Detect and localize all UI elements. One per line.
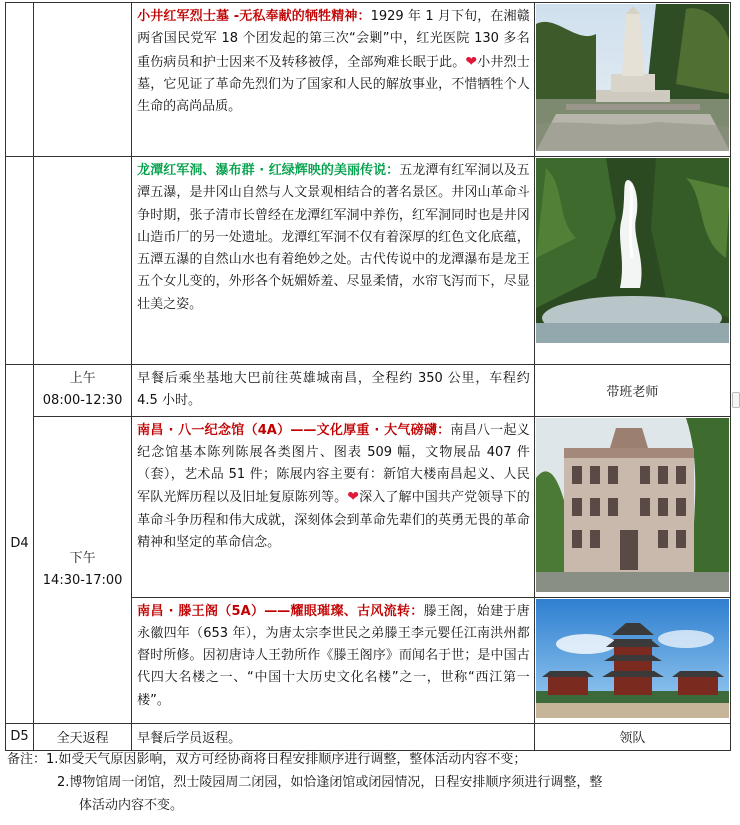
day-cell-empty: [6, 3, 34, 157]
d5-guide: 领队: [619, 731, 646, 747]
row-d4-morning: [6, 365, 731, 417]
note-item-2-cont: 体活动内容不变。: [79, 798, 184, 813]
day-label-d4: D4: [10, 536, 29, 552]
row-martyrs-tomb: [6, 3, 731, 157]
day-label-d5: D5: [10, 729, 29, 745]
longtan-description: [132, 157, 534, 319]
pm-time-label: 下午: [69, 550, 96, 566]
notes-label: 备注：: [7, 752, 47, 767]
time-cell-empty: [34, 3, 132, 157]
note-item-2: 2.博物馆周一闭馆，烈士陵园周二闭园，如恰逢闭馆或闭园情况，日程安排顺序须进行调整，整: [57, 775, 603, 790]
itinerary-table: [5, 2, 731, 751]
tengwang-text: 滕王阁，始建于唐永徽四年（653 年），为唐太宗李世民之弟滕王李元婴任江南洪州都督时所修。因初唐诗人王勃所作《滕王阁序》而闻名于世；是中国古代四大名楼之一、“中国十大历史文化名楼”之一，世称“西江第一楼”。: [137, 603, 530, 708]
waterfall-photo: [536, 158, 729, 347]
martyrs-text-b: 小井烈士墓，它见证了革命先烈们为了国家和人民的解放事业，不惜牺牲个人生命的高尚品质。: [137, 54, 530, 115]
d5-description: 早餐后学员返程。: [137, 731, 242, 747]
row-d4-bayi: [6, 416, 731, 597]
bayi-memorial-photo: [536, 418, 729, 596]
pm-time-range: 14:30-17:00: [42, 572, 123, 588]
bayi-text-a: 南昌八一起义纪念馆基本陈列陈展各类图片、图表 509 幅，文物展品 407 件（套），艺术品 51 件；陈展内容主要有：新馆大楼南昌起义、人民军队光辉历程以及旧址复原陈列等。: [137, 422, 530, 506]
longtan-text: 五龙潭有红军洞以及五潭五瀑，是井冈山自然与人文景观相结合的著名景区。井冈山革命斗争时期，张子清市长曾经在龙潭红军洞中养伤，红军洞同时也是井冈山造币厂的另一处遗址。龙潭红军洞不仅有着深厚的红色文化底蕴，五潭五瀑的自然山水也有着绝妙之处。古代传说中的龙潭瀑布是龙王五个女儿变的，外形各个妩媚娇羞、尽显柔情，水帘飞泻而下，尽显壮美之姿。: [137, 163, 530, 312]
longtan-title: 龙潭红军洞、瀑布群 · 红绿辉映的美丽传说：: [137, 163, 400, 178]
am-guide: 带班老师: [606, 384, 659, 400]
bayi-description: [132, 417, 534, 558]
am-time-label: 上午: [69, 371, 96, 387]
martyrs-title: 小井红军烈士墓 -无私奉献的牺牲精神：: [137, 9, 371, 24]
scroll-handle[interactable]: [732, 392, 740, 408]
martyrs-description: [132, 3, 534, 121]
heart-icon: ❤: [347, 489, 360, 506]
am-description: 早餐后乘坐基地大巴前往英雄城南昌，全程约 350 公里，车程约 4.5 小时。: [137, 371, 530, 409]
martyrs-text-a: 1929 年 1 月下旬，在湘赣两省国民党军 18 个团发起的第三次“会剿”中，红光医院 130 多名重伤病员和护士因来不及转移被俘，全部殉难长眠于此。: [137, 9, 530, 70]
note-item-1: 备注：1.如受天气原因影响，双方可经协商将日程安排顺序进行调整，整体活动内容不变；: [7, 752, 527, 767]
tengwang-pavilion-photo: [536, 599, 729, 722]
am-time-range: 08:00-12:30: [42, 393, 123, 409]
bayi-text-b: 深入了解中国共产党领导下的革命斗争历程和伟大成就，深刻体会到革命先辈们的英勇无畏的革命精神和坚定的革命信念。: [137, 490, 530, 551]
row-longtan: [6, 157, 731, 365]
notes-section: [7, 748, 727, 817]
tengwang-description: [132, 598, 534, 715]
bayi-title: 南昌 · 八一纪念馆（4A）——文化厚重 · 大气磅礴：: [137, 422, 451, 438]
martyrs-tomb-photo: [536, 4, 729, 155]
tengwang-title: 南昌 · 滕王阁（5A）——耀眼璀璨、古风流转：: [137, 603, 424, 619]
d5-time: 全天返程: [56, 731, 109, 747]
heart-icon: ❤: [465, 53, 478, 70]
row-d5: [6, 723, 731, 750]
